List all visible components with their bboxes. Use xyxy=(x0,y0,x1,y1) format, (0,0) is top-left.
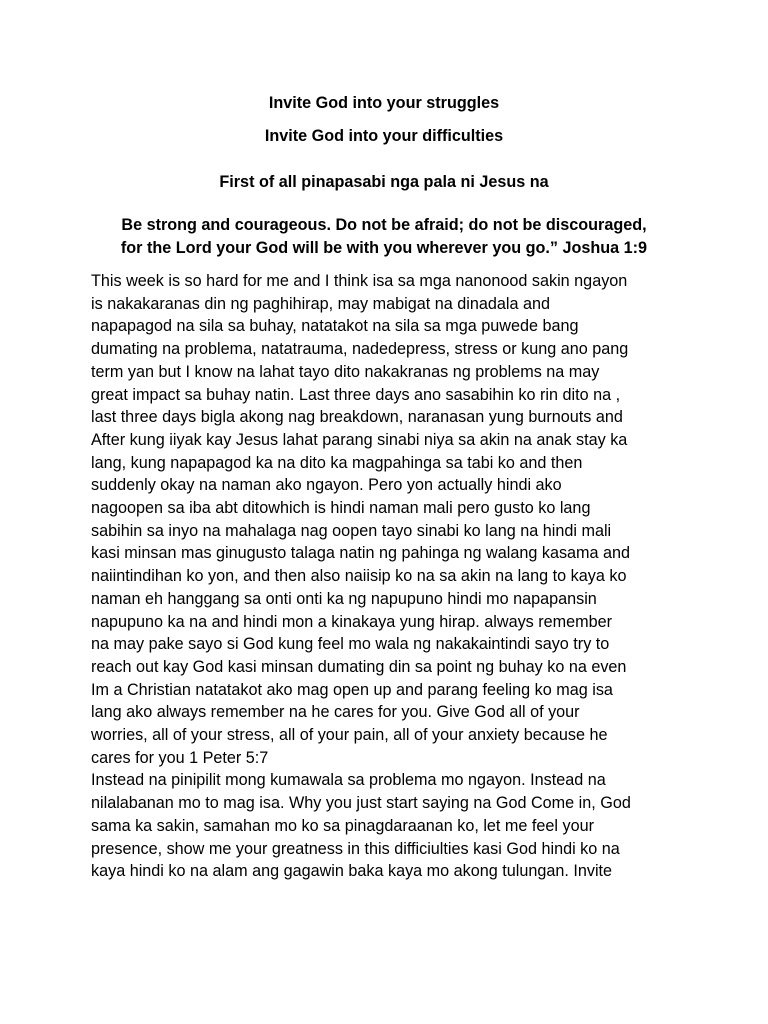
body-line: naman eh hanggang sa onti onti ka ng napupuno hindi mo napapansin xyxy=(91,589,597,608)
body-line: great impact sa buhay natin. Last three days ano sasabihin ko rin dito na , xyxy=(91,385,621,404)
body-line: Instead na pinipilit mong kumawala sa problema mo ngayon. Instead na xyxy=(91,771,606,790)
body-line: sabihin sa inyo na mahalaga nag oopen tayo sinabi ko lang na hindi mali xyxy=(91,521,612,540)
heading-struggles: Invite God into your struggles xyxy=(268,94,500,112)
body-line: worries, all of your stress, all of your pain, all of your anxiety because he xyxy=(91,726,608,745)
body-line: sama ka sakin, samahan mo ko sa pinagdaraanan ko, let me feel your xyxy=(91,816,594,835)
body-line: kasi minsan mas ginugusto talaga natin ng pahinga ng walang kasama and xyxy=(91,544,631,563)
body-line: nilalabanan mo to mag isa. Why you just start saying na God Come in, God xyxy=(91,794,631,813)
body-line: Im a Christian natatakot ako mag open up and parang feeling ko mag isa xyxy=(91,680,613,699)
body-line: na may pake sayo si God kung feel mo wala ng nakakaintindi sayo try to xyxy=(91,635,610,654)
body-paragraph xyxy=(91,270,691,883)
body-line: term yan but I know na lahat tayo dito nakakranas ng problems na may xyxy=(91,362,600,381)
body-line: presence, show me your greatness in this difficiulties kasi God hindi ko na xyxy=(91,839,620,858)
body-line: This week is so hard for me and I think isa sa mga nanonood sakin ngayon xyxy=(91,272,628,290)
body-line: cares for you 1 Peter 5:7 xyxy=(91,748,269,767)
body-line: After kung iiyak kay Jesus lahat parang sinabi niya sa akin na anak stay ka xyxy=(91,430,628,449)
heading-intro: First of all pinapasabi nga pala ni Jesus na xyxy=(219,173,549,191)
body-line: reach out kay God kasi minsan dumating din sa point ng buhay ko na even xyxy=(91,657,627,676)
body-line: kaya hindi ko na alam ang gagawin baka kaya mo akong tulungan. Invite xyxy=(91,862,613,881)
body-line: dumating na problema, natatrauma, nadedepress, stress or kung ano pang xyxy=(91,340,629,359)
verse-line: for the Lord your God will be with you wherever you go.” Joshua 1:9 xyxy=(120,239,648,257)
heading-difficulties: Invite God into your difficulties xyxy=(264,127,504,145)
body-line: napupuno ka na and hindi mon a kinakaya yung hirap. always remember xyxy=(91,612,613,631)
body-line: lang ako always remember na he cares for you. Give God all of your xyxy=(91,703,580,722)
body-line: last three days bigla akong nag breakdown, naranasan yung burnouts and xyxy=(91,408,623,427)
verse-line: Be strong and courageous. Do not be afraid; do not be discouraged, xyxy=(121,216,647,234)
body-line: is nakakaranas din ng paghihirap, may mabigat na dinadala and xyxy=(91,294,550,313)
body-line: lang, kung napapagod ka na dito ka magpahinga sa tabi ko and then xyxy=(91,453,583,472)
bible-verse xyxy=(0,214,768,260)
body-line: nagoopen sa iba abt ditowhich is hindi naman mali pero gusto ko lang xyxy=(91,499,591,518)
body-line: naiintindihan ko yon, and then also naiisip ko na sa akin na lang to kaya ko xyxy=(91,567,627,586)
body-line: suddenly okay na naman ako ngayon. Pero yon actually hindi ako xyxy=(91,476,562,495)
body-line: napapagod na sila sa buhay, natatakot na sila sa mga puwede bang xyxy=(91,317,579,336)
